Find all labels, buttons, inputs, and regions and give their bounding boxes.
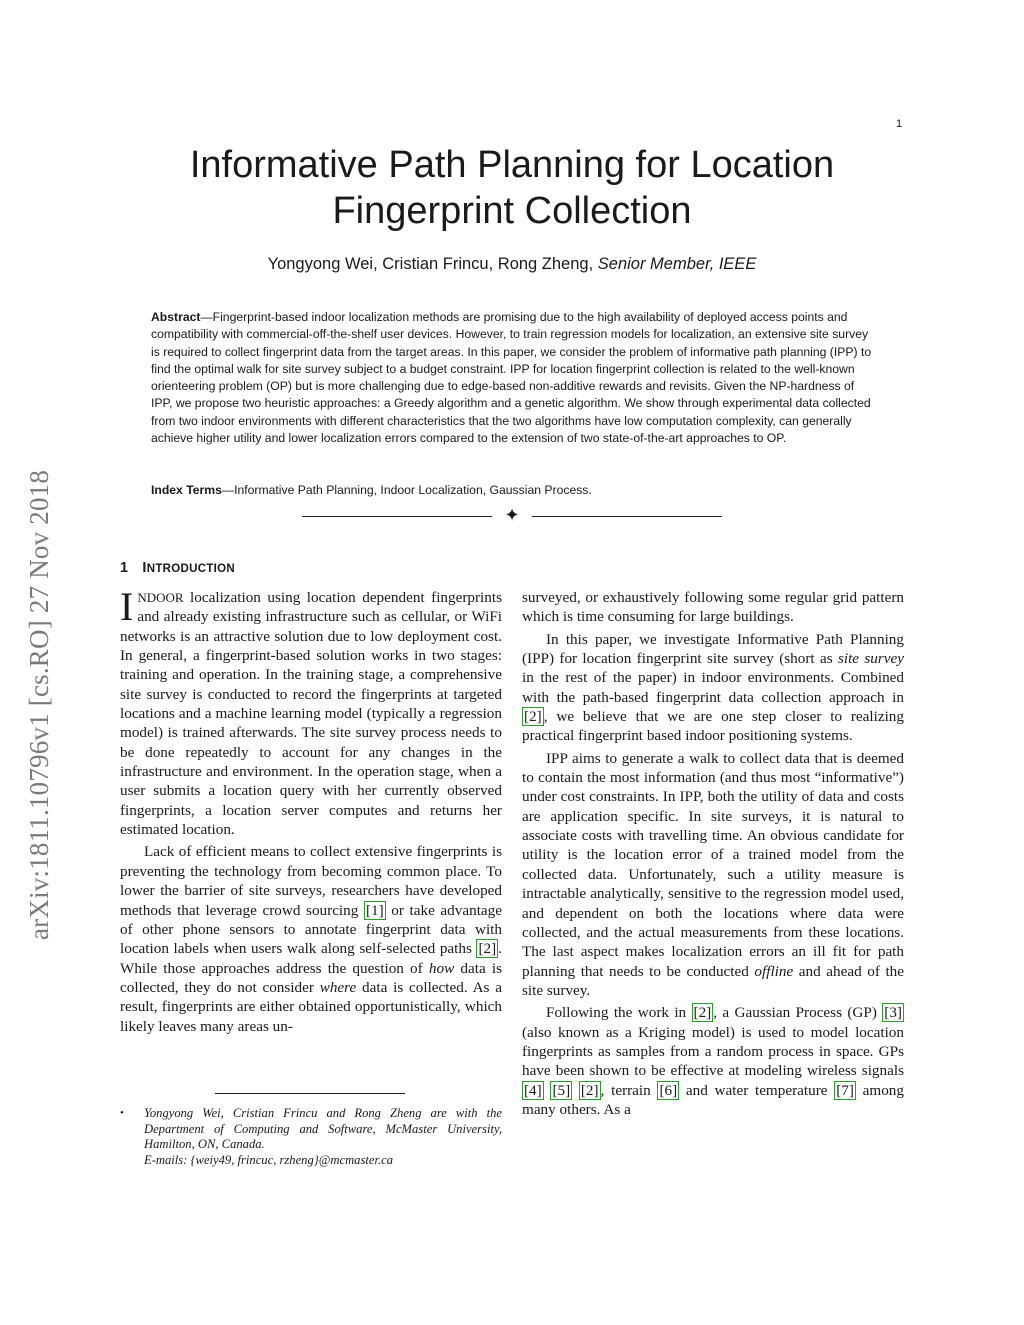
intro-paragraph-3 — [522, 630, 904, 746]
paper-title: Informative Path Planning for Location Fingerprint Collection — [189, 144, 835, 232]
index-terms-label: Index Terms — [151, 483, 222, 497]
paragraph-text: or take advantage of other phone sensors to annotate fingerprint data with location labels when users walk along self-selected paths — [120, 901, 502, 958]
footnote-affiliation: Yongyong Wei, Cristian Frincu and Rong Zheng are with the Department of Computing and Software, McMaster University, Hamilton, ON, Canada. — [144, 1106, 502, 1151]
citation-link[interactable]: [2] — [524, 708, 542, 726]
emphasis-text: where — [319, 978, 357, 996]
paragraph-text: and ahead of the site survey. — [522, 962, 905, 999]
intro-paragraph-5 — [522, 1003, 904, 1119]
paragraph-text — [572, 1082, 579, 1099]
citation-link[interactable]: [1] — [365, 901, 384, 919]
section-title-initial: I — [142, 560, 147, 576]
paragraph-text: In this paper, we investigate Informative Path Planning (IPP) for location fingerprint site survey (short as — [522, 630, 904, 668]
paragraph-text: (also known as a Kriging model) is used to model location fingerprints as samples from a random process in space. GPs have been shown to be effective at modeling wireless signals — [522, 1023, 904, 1080]
citation-link[interactable]: [4] — [524, 1081, 542, 1099]
index-terms-text: —Informative Path Planning, Indoor Localization, Gaussian Process. — [221, 483, 592, 497]
abstract-label: Abstract — [151, 310, 201, 324]
emphasis-text: site survey — [837, 650, 904, 668]
author-membership: Senior Member, IEEE — [597, 255, 757, 273]
left-column — [120, 584, 502, 1036]
citation-link[interactable]: [7] — [836, 1081, 854, 1099]
citation-link[interactable]: [2] — [580, 1081, 599, 1099]
paragraph-text: , we believe that we are one step closer to realizing practical fingerprint based indoor positioning systems. — [522, 708, 904, 745]
citation-link[interactable]: [5] — [552, 1081, 571, 1099]
emphasis-text: offline — [754, 962, 794, 980]
abstract — [151, 309, 874, 447]
intro-paragraph-continued: surveyed, or exhaustively following some regular grid pattern which is time consuming for large buildings. — [522, 589, 904, 626]
abstract-text: —Fingerprint-based indoor localization methods are promising due to the high availability of deployed access points and compatibility with commercial-off-the-shelf user devices. However, to train regression models for localization, an extensive site survey is required to collect fingerprint data from the target areas. In this paper, we consider the problem of informative path planning (IPP) to find the optimal walk for site survey subject to a budget constraint. IPP for location fingerprint collection is related to the well-known orienteering problem (OP) but is more challenging due to edge-based non-additive rewards and revisits. Given the NP-hardness of IPP, we propose two heuristic approaches: a Greedy algorithm and a genetic algorithm. We show through experimental data collected from two indoor environments with different characteristics that the two algorithms have low computation complexity, can generally achieve higher utility and lower localization errors compared to the extension of two state-of-the-art approaches to OP. — [151, 310, 872, 446]
footnote — [120, 1106, 502, 1168]
citation-link[interactable]: [6] — [659, 1081, 678, 1099]
citation-link[interactable]: [3] — [884, 1004, 902, 1022]
paragraph-text: localization using location dependent fingerprints and already existing infrastructure such as cellular, or WiFi networks is an attractive solution due to low deployment cost. In general, a fingerprint-based solution works in two stages: training and operation. In the training stage, a comprehensive site survey is conducted to record the fingerprints at targeted locations and a machine learning model (typically a regression model) is trained afterwards. The site survey process needs to be done repeatedly to account for any changes in the infrastructure and environment. In the operation stage, when a user submits a location query with her currently observed fingerprints, a location server computes and returns her estimated location. — [120, 589, 502, 839]
paragraph-text: Following the work in — [546, 1004, 692, 1022]
paragraph-text: . While those approaches address the question of — [120, 940, 502, 977]
divider-line-left — [302, 516, 492, 517]
emphasis-text: how — [428, 959, 455, 977]
section-heading — [120, 560, 235, 576]
divider-star-icon: ✦ — [504, 505, 520, 526]
paragraph-text: and water temperature — [679, 1081, 835, 1099]
footnote-bullet: • — [120, 1107, 124, 1119]
paragraph-text: Lack of efficient means to collect extensive fingerprints is preventing the technology from becoming common place. To lower the barrier of site surveys, researchers have developed methods that leverage crowd sourcing — [120, 843, 502, 919]
small-caps-word: NDOOR — [137, 590, 184, 605]
divider-line-right — [532, 516, 722, 517]
paragraph-text: data is collected, they do not consider — [120, 959, 502, 996]
section-title-rest: NTRODUCTION — [146, 563, 235, 575]
footnote-emails: E-mails: {weiy49, frincuc, rzheng}@mcmaster.ca — [144, 1152, 394, 1167]
intro-paragraph-2 — [120, 842, 502, 1035]
section-number: 1 — [120, 560, 129, 576]
author-list — [120, 255, 904, 274]
arxiv-identifier: arXiv:1811.10796v1 [cs.RO] 27 Nov 2018 — [24, 469, 54, 940]
citation-link[interactable]: [2] — [478, 940, 497, 958]
intro-paragraph-1 — [120, 584, 502, 839]
paragraph-text: , a Gaussian Process (GP) — [713, 1004, 883, 1022]
footnote-rule — [215, 1093, 405, 1094]
author-names: Yongyong Wei, Cristian Frincu, Rong Zheng, — [267, 255, 594, 273]
footnote-text — [144, 1106, 502, 1168]
index-terms — [151, 483, 874, 497]
paragraph-text: data is collected. As a result, fingerprints are either obtained opportunistically, which likely leaves many areas un- — [120, 978, 502, 1035]
paragraph-text: IPP aims to generate a walk to collect data that is deemed to contain the most information (and thus most “informative”) under cost constraints. In IPP, both the utility of data and costs are application specific. In site surveys, it is natural to associate costs with travelling time. An obvious candidate for utility is the location error of a trained model from the collected data. Unfortunately, such a utility measure is intractable analytically, sensitive to the regression model used, and dependent on both the locations where data were collected, and the actual measurements from these locations. The last aspect makes localization errors an ill fit for path planning that needs to be conducted — [522, 749, 904, 980]
paragraph-text: , terrain — [600, 1081, 658, 1099]
section-divider — [302, 507, 722, 527]
intro-paragraph-4 — [522, 749, 904, 1000]
paragraph-text: among many others. As a — [522, 1081, 904, 1118]
citation-link[interactable]: [2] — [693, 1004, 712, 1022]
page-number: 1 — [896, 118, 903, 130]
paragraph-text: in the rest of the paper) in indoor environments. Combined with the path-based fingerprint data collection approach in — [522, 669, 904, 706]
right-column — [522, 588, 904, 1119]
drop-cap: I — [120, 584, 134, 629]
